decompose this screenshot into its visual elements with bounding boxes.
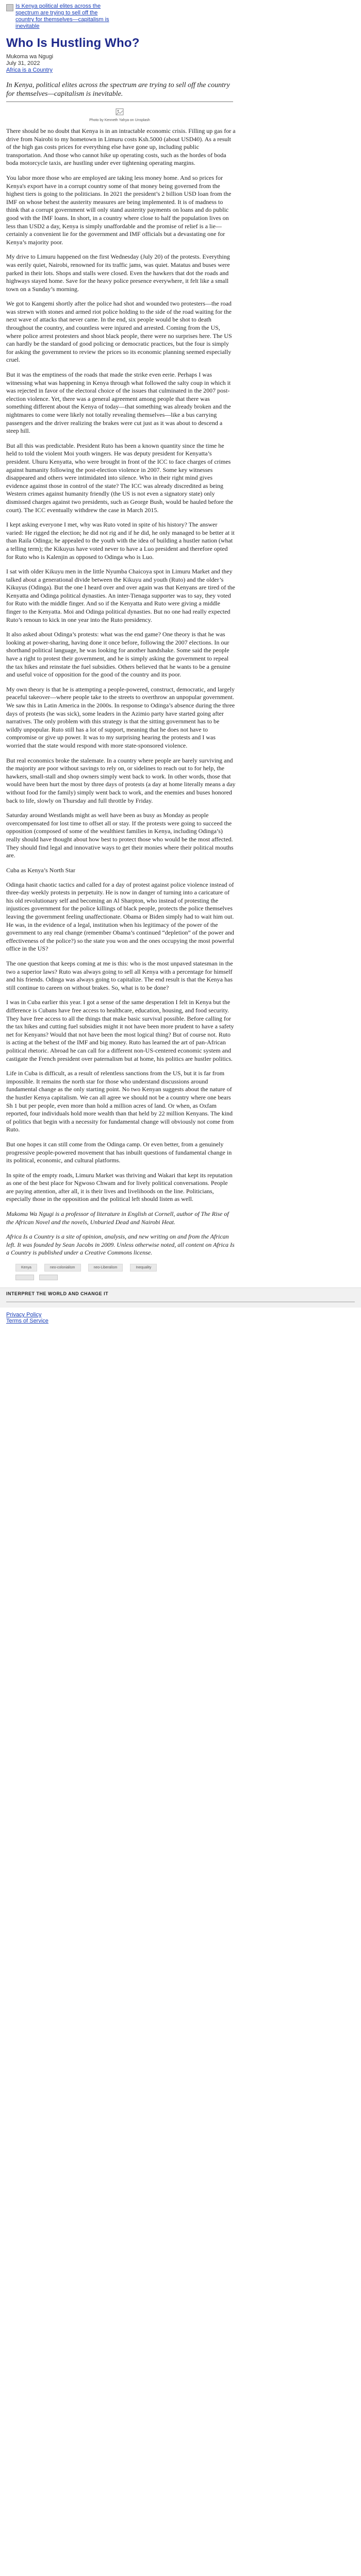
tag-chip[interactable]: neo-colonialism <box>44 1264 81 1272</box>
top-banner <box>0 0 361 30</box>
image-placeholder-icon <box>114 106 125 117</box>
article-paragraph: We got to Kangemi shortly after the police had shot and wounded two protesters—the road was strewn with stones and armed riot police holding to the side of the road waiting for the next wave of attacks that never came. In the end, six people would be shot to death throughout the country, and countless were injured and arrested. Coming from the US, where police arrest protesters and shoot black people, there were no surprises here. The US can hardly be the standard of good policing or democratic practices, but the four is simply for asking the government to review the prices so its economic planning seemed especially cruel. <box>6 300 232 364</box>
author-name: Mukoma wa Ngugi <box>6 54 54 60</box>
article-paragraph: But real economics broke the stalemate. In a country where people are barely surviving and the majority are poor without savings to rely on, or sidelines to reach out to for help, the hawkers, small-stall and shop owners simply went back to work. In other words, those that would have been hurt the most by three days of protests (a day at home literally means a day without food for the family) simply went back to work, and the enemies and buses honored back to life, slowly on Thursday and full throttle by Friday. <box>6 756 236 804</box>
footer-divider <box>6 1301 355 1302</box>
bio-paragraph: Africa Is a Country is a site of opinion, analysis, and new writing on and from the African left. It was founded by Sean Jacobs in 2009. Unless otherwise noted, all content on Africa Is a Country is published under a Creative Commons license. <box>6 1233 235 1257</box>
image-caption: Photo by Kenneth Yahya on Unsplash <box>89 118 150 122</box>
article-paragraph: The one question that keeps coming at me is this: who is the most unpaved statesman in the two a superior laws? Ruto was always going to sell all Kenya with a percentage for himself and his friends. Odinga was always going to capitalize. The end result is that the Kenya has still continue to careen on without brakes. So, what is to be done? <box>6 960 233 991</box>
publish-date: July 31, 2022 <box>6 60 40 66</box>
article <box>0 36 361 1280</box>
article-paragraph: My drive to Limuru happened on the first Wednesday (July 20) of the protests. Everything was eerily quiet, Nairobi, renowned for its traffic jams, was quiet. Matatus and buses were parked in their lots. Shops and stalls were closed. Even the hawkers that dot the roads and highways stayed home. Save for the heavy police presence everywhere, it felt like a small town on a Sunday’s morning. <box>6 253 230 293</box>
divider <box>6 101 233 102</box>
footer-links <box>0 1308 361 1327</box>
article-paragraph: My own theory is that he is attempting a people-powered, construct, democratic, and largely peaceful takeover—where people take to the streets to overthrow an unpopular government. We saw this in Latin America in the 2000s. In response to Odinga’s absence during the three days of protests (he was sick), some leaders in the Azimio party have started going after narratives. The only problem with this strategy is that the sitting government has to be wildly unpopular. Ruto still has a lot of support, meaning that he does not have to compromise or give up power. It was to my surprising hearing the protests and I was worried that the state would respond with more state-sponsored violence. <box>6 685 235 749</box>
privacy-policy-link[interactable]: Privacy Policy <box>6 1312 42 1318</box>
tag-chip[interactable]: Kenya <box>15 1264 37 1272</box>
section-heading: Cuba as Kenya’s North Star <box>6 866 75 874</box>
article-paragraph: I was in Cuba earlier this year. I got a sense of the same desperation I felt in Kenya but the difference is Cubans have free access to healthcare, education, housing, and food security. They have free access to all the things that make basic survival possible. Before calling for the tax hikes and cutting fuel subsidies might it not have been more prudent to have a safety net for Kenyans? Would that not have been the most logical thing? But of course not. Ruto is acting at the behest of the IMF and big money. Ruto has learned the art of pan-African political rhetoric. Abroad he can call for a different non-US-centered economic system and castigate the French president over paternalism but at home, his politics are hustler politics. <box>6 998 234 1062</box>
hero-image <box>6 106 233 122</box>
author-bio <box>6 1210 236 1257</box>
tag-chip[interactable]: neo-Liberalism <box>88 1264 123 1272</box>
terms-of-service-link[interactable]: Terms of Service <box>6 1318 48 1325</box>
banner-thumbnail-icon <box>6 4 13 11</box>
article-lede: In Kenya, political elites across the spectrum are trying to sell off the country for themselves—capitalism is inevitable. <box>6 81 230 98</box>
footer <box>0 1287 361 1308</box>
share-button[interactable] <box>15 1275 34 1280</box>
tag-chip[interactable]: Inequality <box>130 1264 157 1272</box>
article-paragraph: You labor more those who are employed are taking less money home. And so prices for Kenya's export have in a corrupt country some of that money being governed from the highest tiers is going to the politicians. In 2021 the president’s 2 billion USD loan from the IMF on whose behest the austerity measures are being implemented. It is of madness to think that a corrupt government will only stand austerity payments on loans and do public good with the IMF loans. In short, in a country where close to half the population lives on less than USD​2 a day, Kenya is simply unaffordable and the promise of relief is a lie—certainly a convenient lie for the government and IMF officials but a devastating one for Kenya’s majority poor. <box>6 174 232 246</box>
article-body <box>6 127 236 1204</box>
bio-paragraph: Mukoma Wa Ngugi is a professor of literature in English at Cornell, author of The Rise of the African Novel and the novels, Unburied Dead and Nairobi Heat. <box>6 1210 229 1226</box>
article-paragraph: But it was the emptiness of the roads that made the strike even eerie. Perhaps I was witnessing what was happening in Kenya through what followed the salty coup in which it was rejected in favor of the electoral choice of the issues that culminated in the 2007 post-election violence. Yet, there was a general agreement among people that there was something different about the Kenya of today—that something was already broken and the nightmares to come were likely not totally revealing themselves—like a bus carrying passengers and the driver realizing the brakes were cut just as it was about to descend a steep hill. <box>6 371 231 435</box>
article-paragraph: But all this was predictable. President Ruto has been a known quantity since the time he held to told the violent Moi youth wingers. He was deputy president for Kenyatta’s president. Uhuru Kenyatta, who were brought in front of the ICC to face charges of crimes against humanity following the post-election violence in 2007. Some key witnesses disappeared and others were intimidated into silence. Who in their right mind gives evidence against those in control of the state? The ICC was already discredited as being Western crimes against humanity friendly (the US is not even a signatory state) only dismissed charges against two presidents, such as George Bush, would be hauled before the court). The ICC eventually withdrew the case in March 2015. <box>6 442 233 514</box>
share-button[interactable] <box>39 1275 58 1280</box>
banner-link[interactable]: Is Kenya political elites across the spectrum are trying to sell off the country for themselves—capitalism is inevitable <box>15 3 109 29</box>
article-paragraph: I sat with older Kikuyu men in the little Nyumba Chaicoya spot in Limuru Market and they talked about a generational divide between the Kikuyu and youth (Ruto) and the older’s Kikuyus (Odinga). But the one I heard over and over again was that Kenyans are tired of the Kenyatta and Odinga political dynasties. An inter-Tienaga supporter was to say, they voted for Ruto with the middle finger. And so if the Kenyatta and Ruto were giving a middle finger to the Kenyatta. Moi and Odinga political dynasties. But no one had really expected Ruto’s renoun to kick in one year into the Ruto presidency. <box>6 568 235 623</box>
page-title: Who Is Hustling Who? <box>6 36 140 50</box>
article-paragraph: There should be no doubt that Kenya is in an intractable economic crisis. Filling up gas for a drive from Nairobi to my hometown in Limuru costs Ksh.5000 (about USD​40). As a result of the high gas costs prices for everything else have gone up, including public transportation. And those who cannot hike up operating costs, such as the hordes of boda boda motorcycle taxis, are hustling under ever tightening operating margins. <box>6 127 236 167</box>
byline <box>6 54 355 74</box>
banner-text <box>15 3 113 30</box>
article-paragraph: Life in Cuba is difficult, as a result of relentless sanctions from the US, but it is far from impossible. It remains the north star for those who understand discussions around fundamental change as the only starting point. No two Kenyan suggests about the nature of the hustler Kenya capitalism. We can all agree we should not be a country where one bears Sh 1 but per people, even more than hold a million acres of land. Or when, as Oxfam reported, four individuals hold more wealth than that held by 22 million Kenyans. The kind of politics that begin with a necessity for fundamental change will obviously not come from Ruto. <box>6 1070 234 1133</box>
article-paragraph: Odinga has​it chaotic tactics and called for a day of protest against police violence instead of three-day weekly protests in perpetuity. He is now in danger of turning into a caricature of his old revolutionary self and becoming an Al Sharpton, who instead of protesting the injustices government for the police killings of black people, protects the police themselves leaving the government feeling unaffectionate. Obama or Biden simply had to wait him out. He was, in the evidence of a legal, institution when his legitimacy of the power of the government to any real change (remember Obama’s continued “depletion” of the power and effectiveness of the police?) so the state you won and the ones occupying the most powerful office in the US? <box>6 880 234 953</box>
section-link[interactable]: Africa is a Country <box>6 67 53 73</box>
article-paragraph: It also asked about Odinga’s protests: what was the end game? One theory is that he was looking at power-sharing, having done it once before, following the 2007 elections. In our shorthand political language, he was looking for another handshake. Some said the people have a right to protest their government, and he is simply asking the government to repeal the tax hikes and reinstate the fuel subsidies. Others believed that he wants to be a genuine and useful voice of opposition for the good of the country and its poor. <box>6 631 231 679</box>
tag-list <box>15 1264 170 1272</box>
article-paragraph: I kept asking everyone I met, why was Ruto voted in spite of his history? The answer varied: He rigged the election; he did not rig and if he did, he only managed to be better at it than Raila Odinga; he appealed to the youth with the idea of building a hustler nation (what a telling term); the Kikuyus have voted never to have a Luo president and therefore opted for Ruto who is Kalenjin as opposed to Odinga who is Luo. <box>6 521 235 561</box>
article-paragraph: Saturday around Westlands might as well have been as busy as Monday as people overcompensated for lost time to offset all or stay. If the protests were going to succeed the opposition (composed of some of the wealthiest families in Kenya, including Odinga’s) really should have thought about how best to protect those who would be the most affected. They should find legal and innovative ways to get their monies where their political mouths are. <box>6 811 234 859</box>
footer-brand: INTERPRET THE WORLD AND CHANGE IT <box>6 1291 109 1297</box>
share-buttons <box>15 1275 355 1280</box>
article-paragraph: In spite of the empty roads, Limuru Market was thriving and Wakari that kept its reputation as one of the best place for Ngwoso Chwam and for lively political conversations. People are paying attention, after all, it is their lives and livelihoods on the line. Politicians, especially those in the opposition and the political left should listen as well. <box>6 1171 233 1203</box>
article-paragraph: But one hopes it can still come from the Odinga camp. Or even better, from a genuinely progressive people-powered movement that has inbuilt questions of fundamental change in its political, economic, and cultural platforms. <box>6 1140 232 1164</box>
